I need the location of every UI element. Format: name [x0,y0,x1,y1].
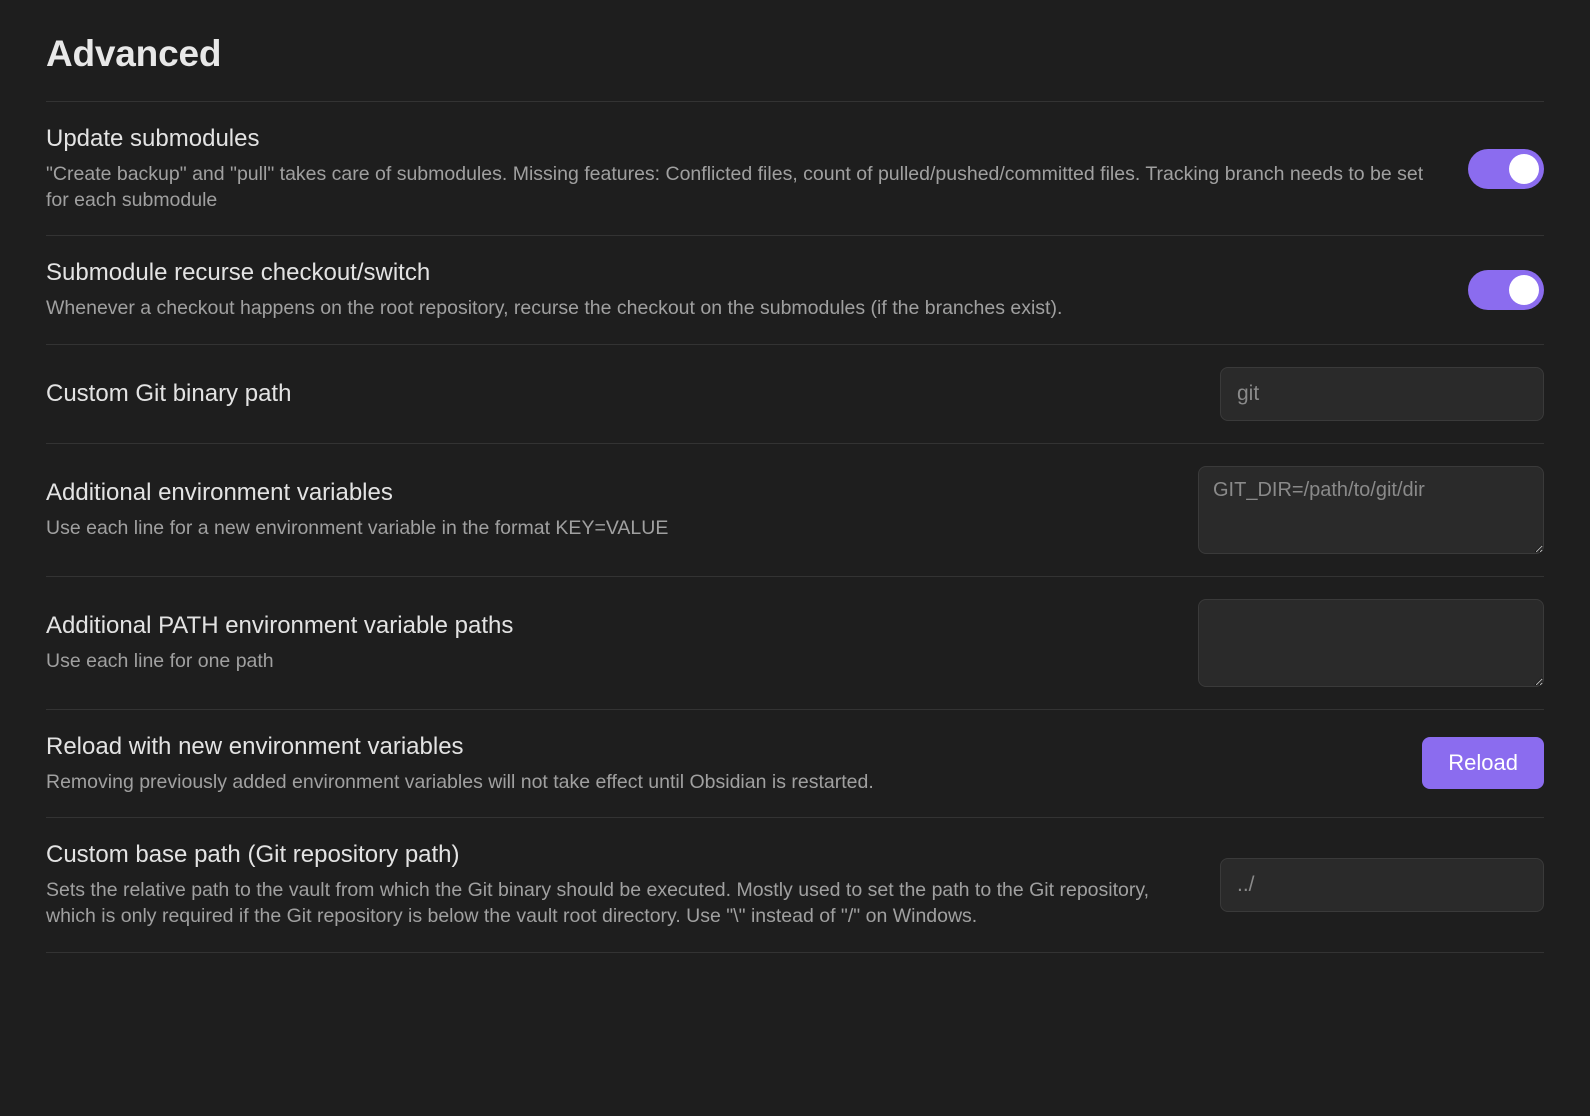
toggle-knob [1509,275,1539,305]
setting-info [46,124,1440,214]
reload-button[interactable]: Reload [1422,737,1544,789]
page-title: Advanced [46,33,222,74]
toggle-update-submodules[interactable] [1468,149,1544,189]
setting-name: Submodule recurse checkout/switch [46,259,431,287]
setting-info [46,840,1192,930]
setting-description: Whenever a checkout happens on the root repository, recurse the checkout on the submodules (if the branches exist). [46,297,1063,320]
custom-git-binary-path-input[interactable] [1220,367,1544,421]
setting-description: Sets the relative path to the vault from which the Git binary should be executed. Mostly used to set the path to the Git repository, which is only required if the Git repository is below the vault root directory. Use "\" instead of "/" on Windows. [46,878,1150,928]
setting-row-additional-path-environment-variable-paths [46,576,1544,709]
setting-name: Update submodules [46,124,260,152]
setting-control [1220,367,1544,421]
setting-control [1422,737,1544,789]
setting-info [46,732,1394,795]
custom-base-path-input[interactable] [1220,858,1544,912]
setting-control [1198,466,1544,554]
section-divider [46,952,1544,953]
setting-control [1468,149,1544,189]
setting-description: Use each line for one path [46,649,274,672]
setting-name: Reload with new environment variables [46,732,464,760]
setting-name: Custom Git binary path [46,379,292,407]
setting-description: Removing previously added environment variables will not take effect until Obsidian is restarted. [46,770,874,793]
setting-name: Additional PATH environment variable paths [46,611,514,639]
setting-info [46,478,1170,541]
toggle-submodule-recurse-checkout[interactable] [1468,270,1544,310]
setting-info [46,258,1440,321]
setting-control [1220,858,1544,912]
toggle-knob [1509,154,1539,184]
setting-row-custom-git-binary-path [46,344,1544,443]
setting-row-reload-with-new-environment-variables [46,709,1544,817]
setting-row-additional-environment-variables [46,443,1544,576]
setting-row-submodule-recurse-checkout [46,235,1544,343]
setting-name: Custom base path (Git repository path) [46,840,460,868]
setting-name: Additional environment variables [46,478,393,506]
setting-row-custom-base-path [46,817,1544,952]
additional-environment-variables-textarea[interactable] [1198,466,1544,554]
setting-info [46,379,1192,409]
additional-path-environment-variable-paths-textarea[interactable] [1198,599,1544,687]
setting-description: "Create backup" and "pull" takes care of submodules. Missing features: Conflicted files, count of pulled/pushed/committed files. Tracking branch needs to be set for each submodule [46,162,1424,211]
setting-control [1468,270,1544,310]
setting-control [1198,599,1544,687]
setting-row-update-submodules [46,101,1544,236]
setting-info [46,611,1170,674]
setting-description: Use each line for a new environment variable in the format KEY=VALUE [46,516,669,539]
